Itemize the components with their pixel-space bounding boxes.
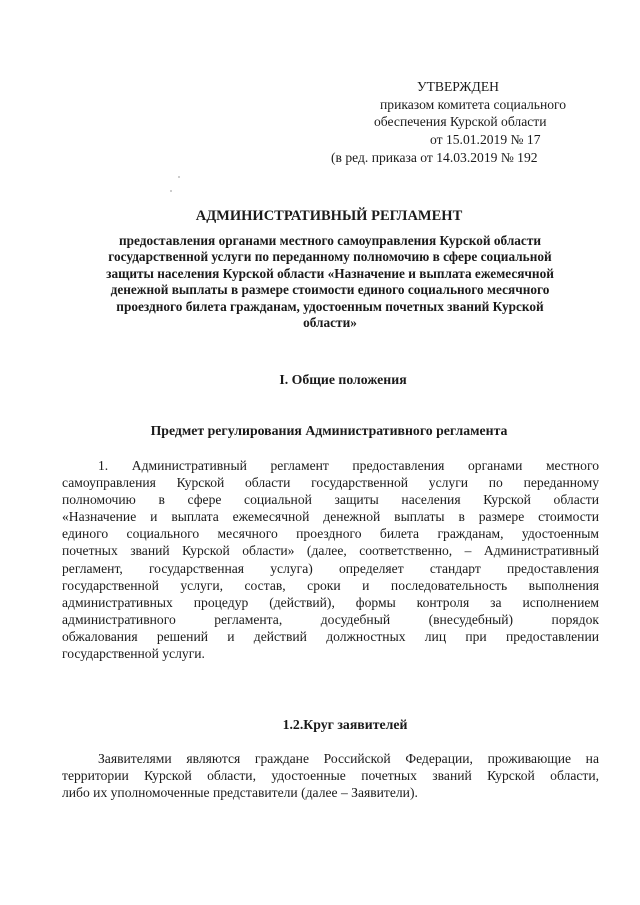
paragraph-line: территории Курской области, удостоенные почетных званий Курской области, [62,768,599,784]
paragraph-line: почетных званий Курской области» (далее, соответственно, – Административный [62,543,599,559]
paragraph-line: государственной услуги. [62,646,205,662]
approval-revision-note: (в ред. приказа от 14.03.2019 № 192 [331,150,538,165]
paragraph-applicants [62,750,599,801]
paragraph-line: регламент, государственная услуга) определяет стандарт предоставления [62,560,599,576]
subtitle-line: предоставления органами местного самоуправления Курской области [118,233,542,248]
document-subtitle [60,233,600,331]
approval-line: обеспечения Курской области [374,114,547,129]
subsection-heading-applicants: 1.2.Круг заявителей [282,717,408,732]
paragraph-line: самоуправления Курской области государственной услуги по переданному [62,475,599,491]
approval-date-number: от 15.01.2019 № 17 [430,132,541,147]
scan-speck [170,190,172,192]
subtitle-line: области» [303,315,357,331]
section-heading-general: I. Общие положения [279,372,407,387]
paragraph-line: Заявителями являются граждане Российской Федерации, проживающие на [98,751,599,766]
subtitle-line: проездного билета гражданам, удостоенным почетных званий Курской [116,298,544,314]
paragraph-line: административного регламента, досудебный (внесудебный) порядок [62,611,599,627]
scan-speck [178,176,180,178]
subtitle-line: государственной услуги по переданному полномочию в сфере социальной [108,249,552,265]
paragraph-regulation-subject [62,457,599,662]
approval-line: приказом комитета социального [380,97,567,112]
subsection-heading-subject: Предмет регулирования Административного регламента [150,423,508,438]
paragraph-line: 1. Административный регламент предоставления органами местного [98,458,599,473]
paragraph-line: полномочию в сфере социальной защиты населения Курской области [62,492,599,508]
subtitle-line: защиты населения Курской области «Назначение и выплата ежемесячной [106,265,554,281]
document-title: АДМИНИСТРАТИВНЫЙ РЕГЛАМЕНТ [195,208,463,224]
paragraph-line: государственной услуги, состав, сроки и последовательность выполнения [62,577,599,593]
paragraph-line: единого социального месячного проездного билета гражданам, удостоенным [62,526,599,542]
approval-title: УТВЕРЖДЕН [417,79,499,94]
paragraph-line: административных процедур (действий), формы контроля за исполнением [62,594,599,610]
paragraph-line: «Назначение и выплата ежемесячной денежной выплаты в размере стоимости [62,509,599,525]
paragraph-line: обжалования решений и действий должностных лиц при предоставлении [62,628,599,644]
subtitle-line: денежной выплаты в размере стоимости единого социального месячного [110,282,550,298]
paragraph-line: либо их уполномоченные представители (далее – Заявители). [62,785,418,801]
